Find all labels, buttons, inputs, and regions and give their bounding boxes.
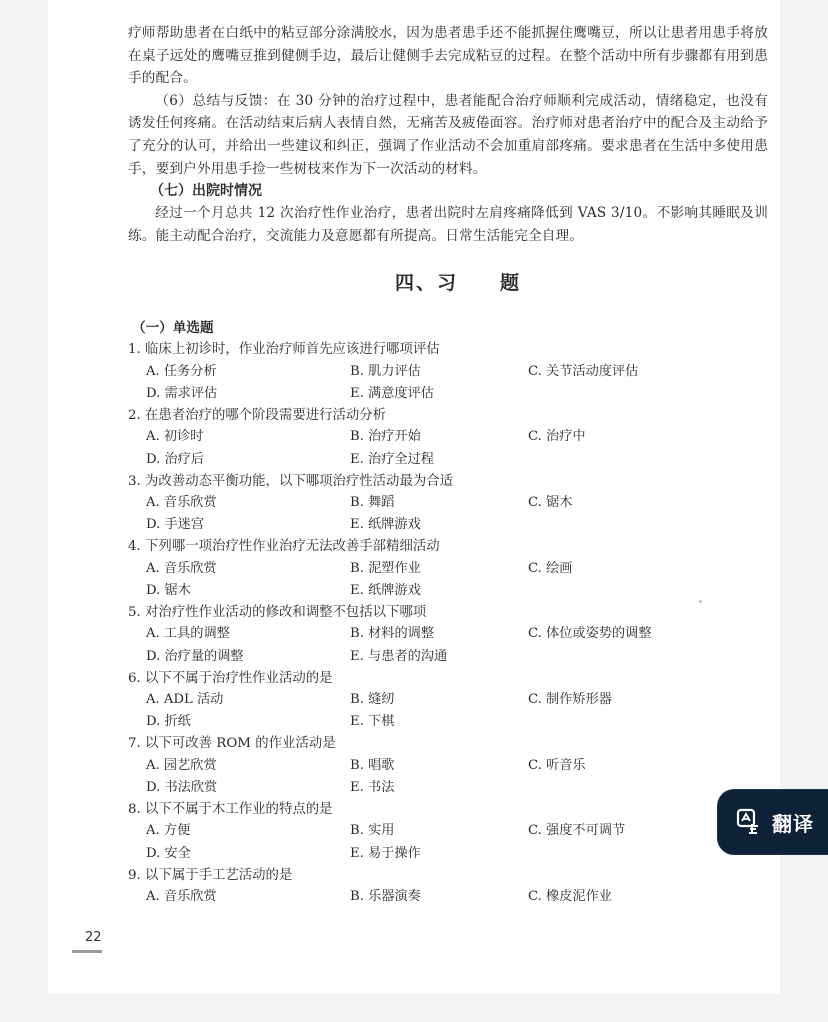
option-row xyxy=(128,558,768,580)
answer-option: C. 绘画 xyxy=(528,560,573,576)
paragraph-2: （6）总结与反馈：在 30 分钟的治疗过程中，患者能配合治疗师顺利完成活动，情绪稳定，也没有诱发任何疼痛。在活动结束后病人表情自然，无痛苦及疲倦面容。治疗师对患者治疗中的配合及主动给予了充分的认可，并给出一些建议和纠正，强调了作业活动不会加重肩部疼痛。要求患者在生活中多使用患手，要到户外用患手捡一些树枝来作为下一次活动的材料。 xyxy=(128,92,768,177)
answer-option: D. 手迷宫 xyxy=(146,517,205,533)
question-stem: 9. 以下属于手工艺活动的是 xyxy=(128,867,293,883)
heading-discharge: （七）出院时情况 xyxy=(150,183,262,200)
page-content xyxy=(128,22,768,908)
option-row xyxy=(128,580,768,602)
answer-option: E. 纸牌游戏 xyxy=(350,517,421,533)
scan-speck xyxy=(699,600,702,603)
answer-option: B. 泥塑作业 xyxy=(350,560,421,576)
answer-option: E. 下棋 xyxy=(350,714,395,730)
question-stem: 7. 以下可改善 ROM 的作业活动是 xyxy=(128,736,336,752)
answer-option: C. 治疗中 xyxy=(528,429,586,445)
answer-option: A. 任务分析 xyxy=(146,363,217,379)
answer-option: A. 方便 xyxy=(146,823,191,839)
question-stem: 2. 在患者治疗的哪个阶段需要进行活动分析 xyxy=(128,408,387,424)
answer-option: C. 强度不可调节 xyxy=(528,823,626,839)
answer-option: E. 与患者的沟通 xyxy=(350,648,448,664)
answer-option: B. 材料的调整 xyxy=(350,626,435,642)
option-row xyxy=(128,777,768,799)
section-title: 四、习 题 xyxy=(394,272,521,295)
translate-button[interactable] xyxy=(718,790,828,854)
answer-option: B. 缝纫 xyxy=(350,692,395,707)
answer-option: A. 工具的调整 xyxy=(146,626,230,642)
option-row xyxy=(128,843,768,865)
answer-option: A. 音乐欣赏 xyxy=(146,560,217,576)
option-row xyxy=(128,426,768,448)
option-row xyxy=(128,492,768,514)
question-stem: 3. 为改善动态平衡功能，以下哪项治疗性活动最为合适 xyxy=(128,473,454,489)
answer-option: C. 关节活动度评估 xyxy=(528,363,639,379)
option-row xyxy=(128,711,768,733)
option-row xyxy=(128,689,768,711)
question-8 xyxy=(128,799,768,865)
question-4 xyxy=(128,536,768,602)
option-row xyxy=(128,820,768,842)
answer-option: A. 园艺欣赏 xyxy=(146,757,217,773)
question-stem: 5. 对治疗性作业活动的修改和调整不包括以下哪项 xyxy=(128,605,427,621)
option-row xyxy=(128,514,768,536)
option-row xyxy=(128,361,768,383)
answer-option: D. 书法欣赏 xyxy=(146,779,218,795)
question-3 xyxy=(128,471,768,537)
question-6 xyxy=(128,668,768,734)
translate-label: 翻译 xyxy=(772,811,814,836)
answer-option: C. 制作矫形器 xyxy=(528,692,612,707)
answer-option: A. ADL 活动 xyxy=(146,692,224,707)
answer-option: D. 治疗量的调整 xyxy=(146,648,244,664)
answer-option: D. 治疗后 xyxy=(146,451,205,467)
paragraph-1: 疗师帮助患者在白纸中的粘豆部分涂满胶水，因为患者患手还不能抓握住鹰嘴豆，所以让患者用患手将放在桌子远处的鹰嘴豆推到健侧手边，最后让健侧手去完成粘豆的过程。在整个活动中所有步骤都有用到患手的配合。 xyxy=(128,25,768,87)
answer-option: D. 需求评估 xyxy=(146,385,218,401)
question-1 xyxy=(128,339,768,405)
answer-option: B. 乐器演奏 xyxy=(350,889,421,905)
answer-option: D. 锯木 xyxy=(146,582,191,598)
answer-option: C. 体位或姿势的调整 xyxy=(528,626,652,642)
book-page xyxy=(48,0,780,994)
answer-option: A. 初诊时 xyxy=(146,429,204,445)
answer-option: E. 书法 xyxy=(350,779,395,795)
part-title: （一）单选题 xyxy=(132,320,214,337)
question-5 xyxy=(128,602,768,668)
option-row xyxy=(128,886,768,908)
answer-option: B. 唱歌 xyxy=(350,757,395,773)
question-7 xyxy=(128,733,768,799)
question-stem: 1. 临床上初诊时，作业治疗师首先应该进行哪项评估 xyxy=(128,342,440,358)
answer-option: C. 锯木 xyxy=(528,494,573,510)
answer-option: B. 治疗开始 xyxy=(350,429,421,445)
answer-option: B. 肌力评估 xyxy=(350,363,421,379)
question-stem: 4. 下列哪一项治疗性作业治疗无法改善手部精细活动 xyxy=(128,539,440,555)
question-9 xyxy=(128,865,768,908)
paragraph-3: 经过一个月总共 12 次治疗性作业治疗，患者出院时左肩疼痛降低到 VAS 3/10。不影响其睡眠及训练。能主动配合治疗，交流能力及意愿都有所提高。日常生活能完全自理。 xyxy=(128,205,768,244)
page-number: 22 xyxy=(85,930,102,945)
question-stem: 6. 以下不属于治疗性作业活动的是 xyxy=(128,670,333,686)
page-number-rule xyxy=(72,950,102,953)
option-row xyxy=(128,646,768,668)
answer-option: E. 治疗全过程 xyxy=(350,451,434,467)
answer-option: B. 舞蹈 xyxy=(350,494,395,510)
question-stem: 8. 以下不属于木工作业的特点的是 xyxy=(128,802,333,818)
answer-option: E. 满意度评估 xyxy=(350,385,434,401)
answer-option: E. 易于操作 xyxy=(350,845,421,861)
translate-icon xyxy=(736,808,764,836)
question-2 xyxy=(128,405,768,471)
answer-option: C. 橡皮泥作业 xyxy=(528,889,612,905)
answer-option: D. 安全 xyxy=(146,845,191,861)
question-list xyxy=(128,339,768,908)
option-row xyxy=(128,449,768,471)
option-row xyxy=(128,755,768,777)
answer-option: A. 音乐欣赏 xyxy=(146,494,217,510)
answer-option: D. 折纸 xyxy=(146,714,191,730)
answer-option: C. 听音乐 xyxy=(528,757,586,773)
answer-option: B. 实用 xyxy=(350,823,395,839)
answer-option: A. 音乐欣赏 xyxy=(146,889,217,905)
option-row xyxy=(128,383,768,405)
option-row xyxy=(128,623,768,645)
answer-option: E. 纸牌游戏 xyxy=(350,582,421,598)
